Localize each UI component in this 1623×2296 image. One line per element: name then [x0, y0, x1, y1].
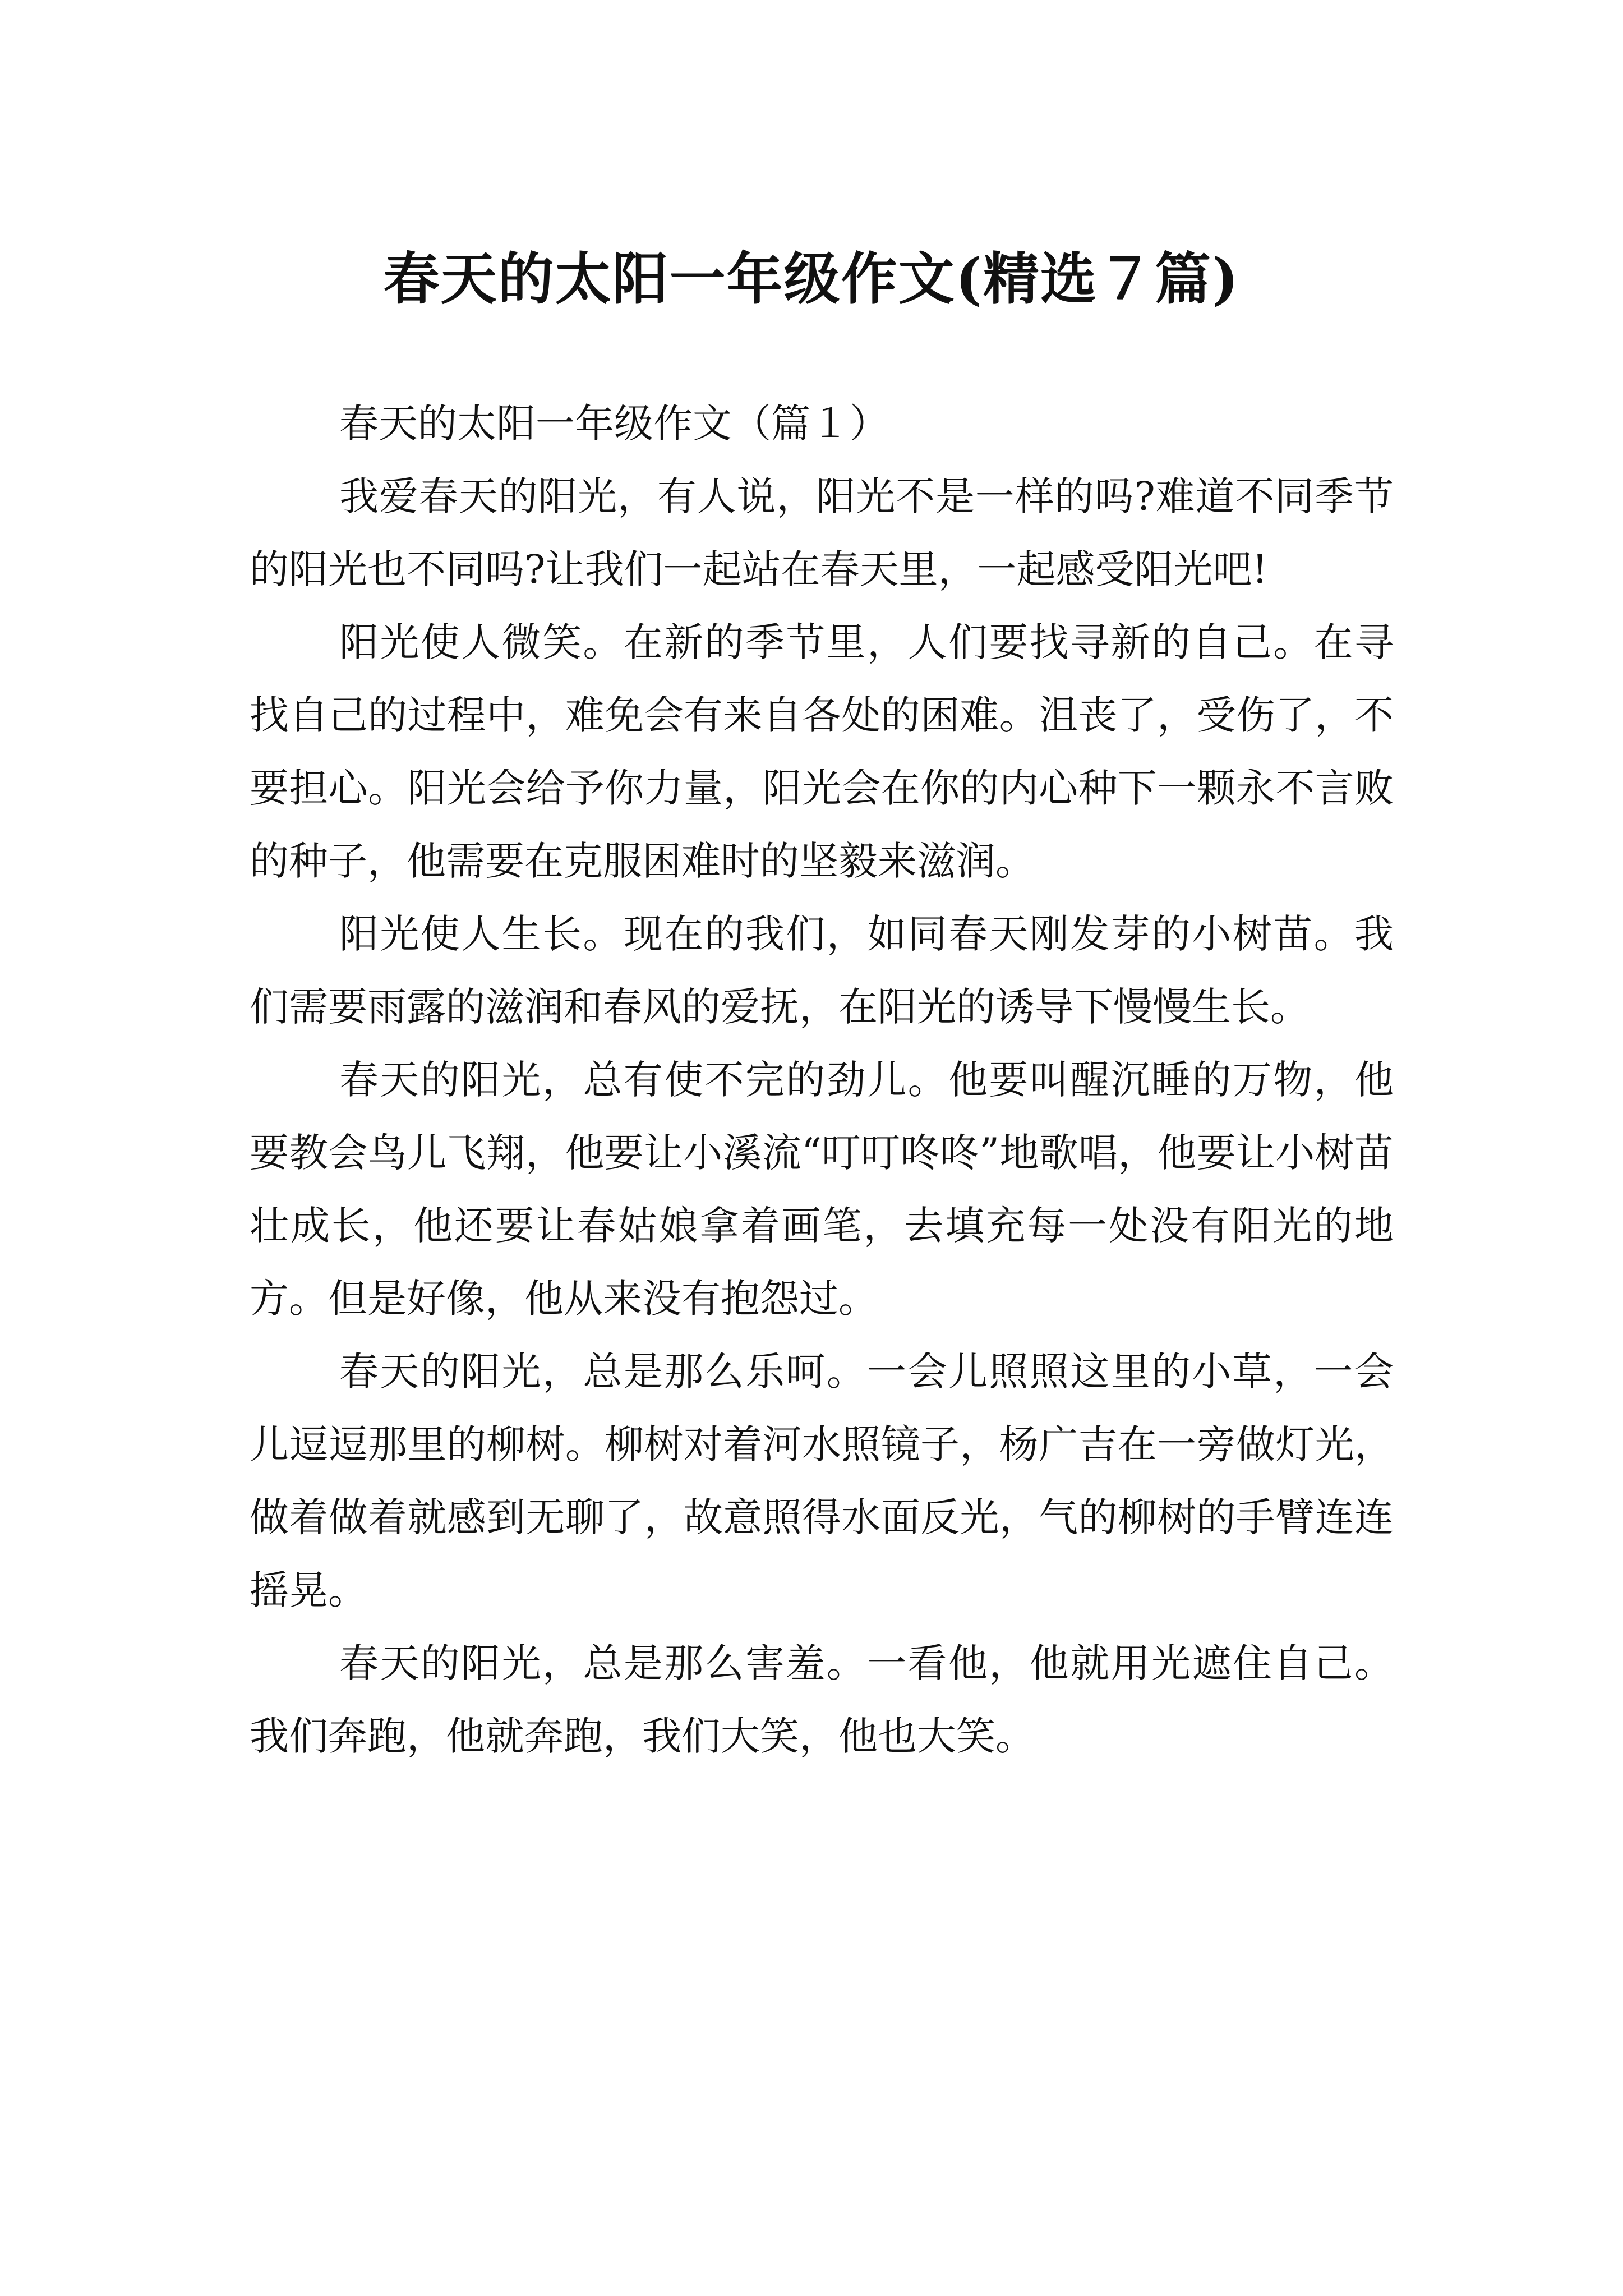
section-heading: 春天的太阳一年级作文（篇１） [339, 401, 889, 447]
paragraph-4: 春天的阳光，总有使不完的劲儿。他要叫醒沉睡的万物，他要教会鸟儿飞翔，他要让小溪流“叮叮咚咚”地歌唱，他要让小树苗壮成长，他还要让春姑娘拿着画笔，去填充每一处没有阳光的地方。但是好像，他从来没有抱怨过。 [250, 1057, 1394, 1322]
paragraph-2: 阳光使人微笑。在新的季节里，人们要找寻新的自己。在寻找自己的过程中，难免会有来自各处的困难。沮丧了，受伤了，不要担心。阳光会给予你力量，阳光会在你的内心种下一颗永不言败的种子，他需要在克服困难时的坚毅来滋润。 [250, 619, 1394, 884]
paragraph-3: 阳光使人生长。现在的我们，如同春天刚发芽的小树苗。我们需要雨露的滋润和春风的爱抚，在阳光的诱导下慢慢生长。 [250, 911, 1394, 1030]
paragraph-1: 我爱春天的阳光，有人说，阳光不是一样的吗?难道不同季节的阳光也不同吗?让我们一起站在春天里，一起感受阳光吧! [250, 473, 1394, 592]
document-body [250, 387, 1394, 1773]
paragraph-5: 春天的阳光，总是那么乐呵。一会儿照照这里的小草，一会儿逗逗那里的柳树。柳树对着河水照镜子，杨广吉在一旁做灯光，做着做着就感到无聊了，故意照得水面反光，气的柳树的手臂连连摇晃。 [250, 1349, 1394, 1613]
paragraph-6: 春天的阳光，总是那么害羞。一看他，他就用光遮住自己。我们奔跑，他就奔跑，我们大笑，他也大笑。 [250, 1640, 1394, 1759]
document-title: 春天的太阳一年级作文(精选７篇) [383, 246, 1240, 312]
